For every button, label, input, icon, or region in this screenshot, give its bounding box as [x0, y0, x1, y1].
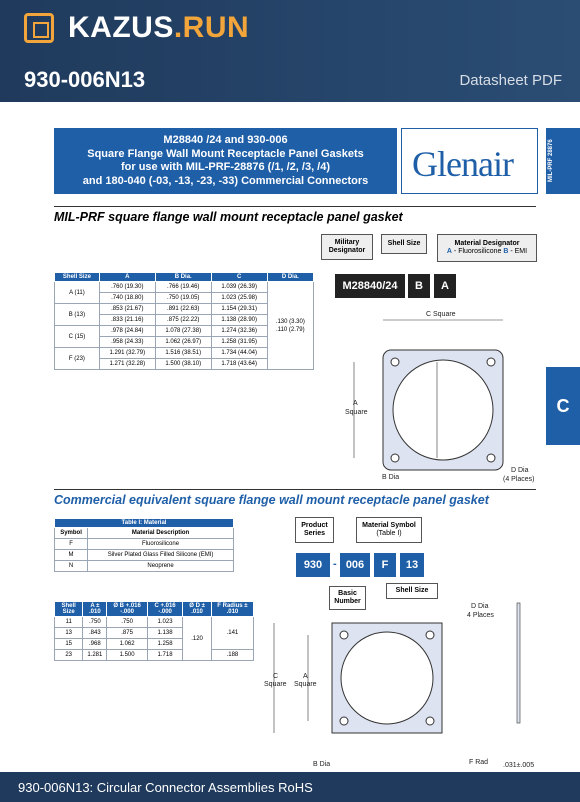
cell: 1.500 [107, 650, 148, 661]
cell: 1.734 (44.04) [211, 348, 267, 359]
material-a-text: - Fluorosilicone [453, 248, 502, 255]
col-header: Symbol [55, 528, 88, 539]
col-header: Ø D ± .010 [183, 602, 212, 617]
col-header: F Radius ± .010 [211, 602, 253, 617]
basic-number-label: Basic Number [329, 586, 366, 610]
pn-basic: 006 [340, 553, 370, 577]
material-symbol-label [356, 517, 422, 543]
col-header: Shell Size [55, 602, 83, 617]
cell: .750 (19.05) [155, 293, 211, 304]
d-dia-label: D Dia [511, 467, 529, 474]
header-line: M28840 /24 and 930-006 [163, 134, 288, 146]
cell: .875 [107, 628, 148, 639]
f-radius-cell: .188 [211, 650, 253, 661]
cell: .750 [107, 617, 148, 628]
d-places-label: (4 Places) [503, 476, 535, 483]
table-row [55, 282, 314, 293]
pn-series: 930 [296, 553, 330, 577]
a-square-label: Square [345, 409, 368, 416]
thickness-label: .031±.005 [503, 762, 535, 769]
b-dia-label: B Dia [313, 761, 331, 768]
cell: B (13) [55, 304, 100, 326]
cell: .875 (22.22) [155, 315, 211, 326]
cell: .843 [83, 628, 107, 639]
cell: 1.039 (26.39) [211, 282, 267, 293]
divider [54, 489, 536, 490]
military-designator-label: Military Designator [321, 234, 373, 260]
cell: 1.154 (29.31) [211, 304, 267, 315]
cell: 1.023 (25.98) [211, 293, 267, 304]
cell: F (23) [55, 348, 100, 370]
shell-size-label: Shell Size [386, 583, 438, 599]
col-header: A [99, 273, 155, 282]
brand-name: Glenair [412, 144, 513, 184]
cell: 13 [55, 628, 83, 639]
cell: .978 (24.84) [99, 326, 155, 337]
pn-dash: - [333, 558, 337, 570]
a-square-label: A [353, 400, 358, 407]
cell: 1.258 [147, 639, 182, 650]
b-dia-label: B Dia [382, 474, 400, 481]
c-square-label: C [273, 673, 279, 680]
a-square-label: A [303, 673, 308, 680]
col-header: C [211, 273, 267, 282]
col-header: Material Description [88, 528, 234, 539]
d-dia-cell [267, 282, 313, 370]
cell: 1.274 (32.36) [211, 326, 267, 337]
section1-title: MIL-PRF square flange wall mount receptacle panel gasket [54, 210, 403, 224]
cell: F [55, 539, 88, 550]
cell: .891 (22.63) [155, 304, 211, 315]
d-dia-label: D Dia [471, 603, 489, 610]
mount-hole [426, 631, 434, 639]
d-dia-min: .110 (2.79) [276, 326, 305, 333]
cell: .750 [83, 617, 107, 628]
mount-hole [391, 454, 399, 462]
document-header [54, 128, 397, 194]
mount-hole [391, 358, 399, 366]
mount-hole [426, 717, 434, 725]
cell: 1.062 (26.97) [155, 337, 211, 348]
pn-material: A [434, 274, 456, 298]
col-header: D Dia. [267, 273, 313, 282]
cell: 1.138 (28.90) [211, 315, 267, 326]
glenair-logo [401, 128, 538, 194]
mount-hole [340, 631, 348, 639]
f-radius-cell: .141 [211, 617, 253, 650]
cell: 1.023 [147, 617, 182, 628]
site-logo[interactable]: KAZUS.RUN [68, 11, 250, 44]
table-i-ref: (Table I) [376, 530, 402, 537]
material-designator-label [437, 234, 537, 262]
c-square-label: Square [264, 681, 287, 688]
mount-hole [487, 454, 495, 462]
table-title: Table I: Material [55, 519, 234, 528]
cell: A (11) [55, 282, 100, 304]
cell: 1.718 (43.64) [211, 359, 267, 370]
cell: M [55, 550, 88, 561]
table-row [55, 539, 234, 550]
cell: 15 [55, 639, 83, 650]
pn-material: F [374, 553, 396, 577]
cell: 1.718 [147, 650, 182, 661]
d-places-label: 4 Places [467, 612, 494, 619]
cell: .968 [83, 639, 107, 650]
page-title: 930-006N13 [24, 67, 146, 92]
material-table [54, 518, 234, 572]
cell: 1.062 [107, 639, 148, 650]
pn-military: M28840/24 [335, 274, 405, 298]
cell: .833 (21.16) [99, 315, 155, 326]
table-row [55, 550, 234, 561]
material-heading: Material Designator [454, 240, 520, 247]
cell: C (15) [55, 326, 100, 348]
cell: .760 (19.30) [99, 282, 155, 293]
gasket-bore [393, 360, 493, 460]
gasket-side-view [517, 603, 520, 723]
mil-dimension-table [54, 272, 314, 370]
cell: 1.271 (32.28) [99, 359, 155, 370]
mount-hole [340, 717, 348, 725]
mil-gasket-drawing [340, 310, 540, 490]
c-square-label: C Square [426, 311, 456, 318]
chip-logo-icon[interactable] [24, 13, 54, 43]
cell: 23 [55, 650, 83, 661]
f-rad-label: F Rad [469, 759, 489, 766]
cell: Fluorosilicone [88, 539, 234, 550]
cell: 11 [55, 617, 83, 628]
cell: .766 (19.46) [155, 282, 211, 293]
d-dia-cell: .120 [183, 617, 212, 661]
material-b-text: - EMI [510, 248, 528, 255]
material-symbol-heading: Material Symbol [362, 522, 416, 529]
side-tab: MIL-PRF 28876 [546, 128, 580, 194]
cell: Neoprene [88, 561, 234, 572]
col-header: B Dia. [155, 273, 211, 282]
cell: 1.500 (38.10) [155, 359, 211, 370]
top-bar [0, 0, 580, 102]
header-line: and 180-040 (-03, -13, -23, -33) Commercial Connectors [82, 174, 369, 187]
pn-shell: 13 [400, 553, 424, 577]
mount-hole [487, 358, 495, 366]
cell: 1.078 (27.38) [155, 326, 211, 337]
cell: 1.281 [83, 650, 107, 661]
material-b-code: B [503, 248, 509, 255]
cell: 1.516 (38.51) [155, 348, 211, 359]
pn-shell: B [408, 274, 430, 298]
footer: 930-006N13: Circular Connector Assemblies RoHS [0, 772, 580, 802]
commercial-dimension-table [54, 601, 254, 661]
shell-size-label: Shell Size [381, 234, 427, 254]
a-square-label: Square [294, 681, 317, 688]
cell: 1.138 [147, 628, 182, 639]
cell: .853 (21.67) [99, 304, 155, 315]
cell: N [55, 561, 88, 572]
col-header: Ø B +.016 -.000 [107, 602, 148, 617]
header-line: for use with MIL-PRF-28876 (/1, /2, /3, /4) [120, 161, 331, 173]
header-line: Square Flange Wall Mount Receptacle Panel Gaskets [87, 147, 364, 160]
cell: 1.291 (32.79) [99, 348, 155, 359]
d-dia-max: .130 (3.30) [275, 318, 305, 325]
table-row [55, 650, 254, 661]
col-header: C +.016 -.000 [147, 602, 182, 617]
gasket-bore [341, 632, 433, 724]
divider [54, 206, 536, 207]
table-row [55, 561, 234, 572]
col-header: Shell Size [55, 273, 100, 282]
datasheet-link[interactable]: Datasheet PDF [459, 72, 562, 89]
section2-title: Commercial equivalent square flange wall mount receptacle panel gasket [54, 493, 489, 507]
cell: .958 (24.33) [99, 337, 155, 348]
col-header: A ± .010 [83, 602, 107, 617]
product-series-label: Product Series [295, 517, 334, 543]
table-row [55, 617, 254, 628]
cell: .740 (18.80) [99, 293, 155, 304]
cell: Silver Plated Glass Filled Silicone (EMI) [88, 550, 234, 561]
cell: 1.258 (31.95) [211, 337, 267, 348]
material-a-code: A [446, 248, 452, 255]
section-c-tab[interactable]: C [546, 367, 580, 445]
